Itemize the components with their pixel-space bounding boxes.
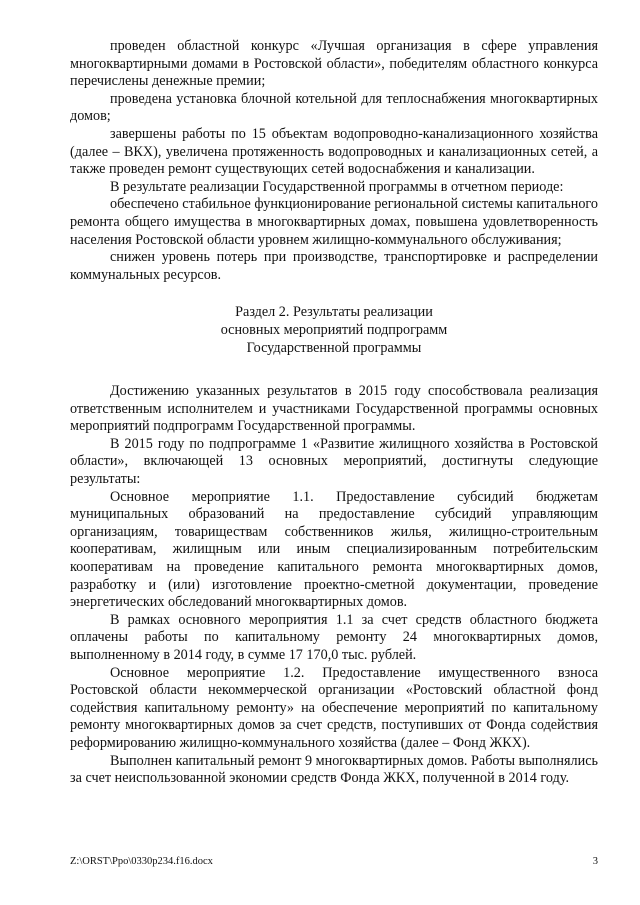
paragraph: проведена установка блочной котельной для теплоснабжения многоквартирных домов; — [70, 90, 598, 125]
paragraph: проведен областной конкурс «Лучшая организация в сфере управления многоквартирными домами в Ростовской области», победителям областного конкурса перечислены денежные премии; — [70, 38, 598, 90]
paragraph: В рамках основного мероприятия 1.1 за счет средств областного бюджета оплачены работы по капитальному ремонту 24 многоквартирных домов, выполненному в 2014 году, в сумме 17 170,0 тыс. рублей. — [70, 611, 598, 663]
body-bottom — [70, 383, 598, 788]
paragraph: Выполнен капитальный ремонт 9 многоквартирных домов. Работы выполнялись за счет неиспользованной экономии средств Фонда ЖКХ, полученной в 2014 году. — [70, 752, 598, 787]
body-top — [70, 38, 598, 284]
paragraph: Основное мероприятие 1.1. Предоставление субсидий бюджетам муниципальных образований на предоставление субсидий управляющим организациям, товариществам собственников жилья, жилищно-строительным кооперативам, жилищным или иным специализированным потребительским кооперативам на проведение капитального ремонта многоквартирных домов, разработку и (или) изготовление проектно-сметной документации, проведение энергетических обследований многоквартирных домов. — [70, 488, 598, 611]
paragraph: снижен уровень потерь при производстве, транспортировке и распределении коммунальных ресурсов. — [70, 249, 598, 283]
paragraph: В 2015 году по подпрограмме 1 «Развитие жилищного хозяйства в Ростовской области», включающей 13 основных мероприятий, достигнуты следующие результаты: — [70, 435, 598, 488]
paragraph: В результате реализации Государственной программы в отчетном периоде: — [110, 178, 564, 195]
section-title-line: основных мероприятий подпрограмм — [220, 321, 448, 338]
paragraph: обеспечено стабильное функционирование региональной системы капитального ремонта общего имущества в многоквартирных домах, повышена удовлетворенность населения Ростовской области уровнем жилищно-коммунального обслуживания; — [70, 196, 598, 248]
paragraph: завершены работы по 15 объектам водопроводно-канализационного хозяйства (далее – ВКХ), увеличена протяженность водопроводных и канализационных сетей, а также проведен ремонт существующих сетей водоснабжения и канализации. — [70, 125, 598, 178]
paragraph: Основное мероприятие 1.2. Предоставление имущественного взноса Ростовской области некоммерческой организации «Ростовский областной фонд содействия капитальному ремонту» на обеспечение мероприятий по капитальному ремонту многоквартирных домов за счет средств, поступивших от Фонда содействия реформированию жилищно-коммунального хозяйства (далее – Фонд ЖКХ). — [70, 664, 598, 751]
footer-file-path: Z:\ORST\Ppo\0330p234.f16.docx — [70, 856, 213, 867]
page-number: 3 — [592, 856, 598, 867]
section-title-line: Государственной программы — [246, 339, 422, 356]
page-footer — [70, 856, 598, 868]
section-title — [70, 304, 598, 357]
paragraph: Достижению указанных результатов в 2015 году способствовала реализация ответственным исполнителем и участниками Государственной программы основных мероприятий подпрограмм Государственной программы. — [70, 383, 598, 435]
section-title-line: Раздел 2. Результаты реализации — [235, 304, 433, 321]
